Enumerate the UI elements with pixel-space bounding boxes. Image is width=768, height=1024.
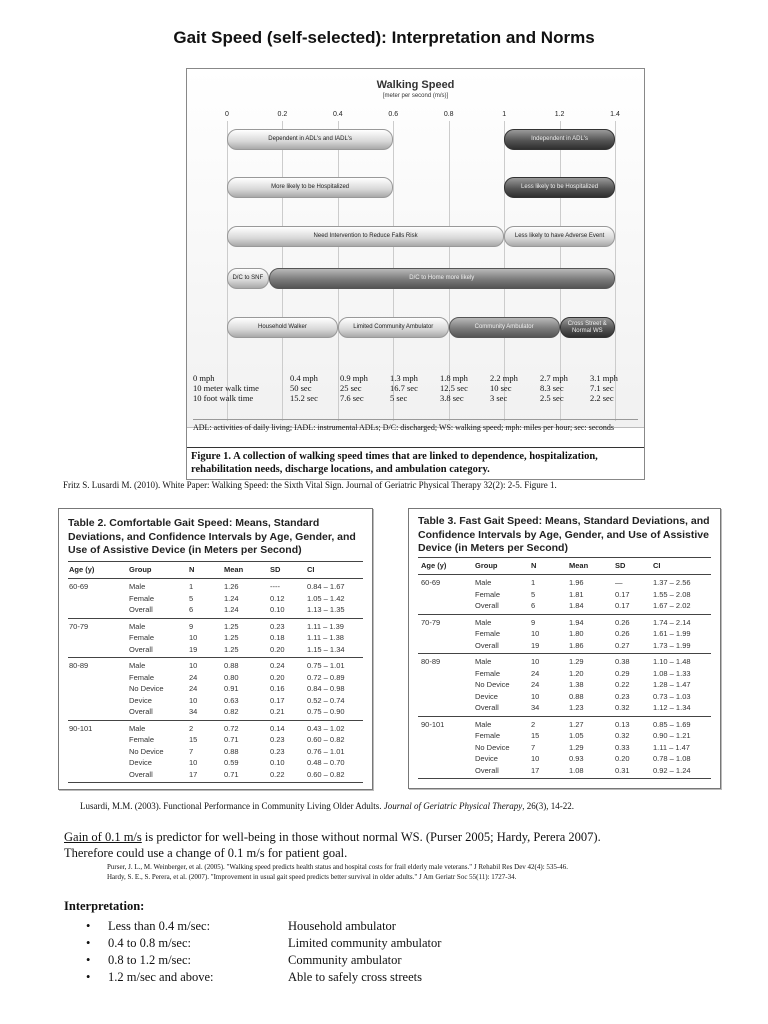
table-cell: 0.43 – 1.02 — [307, 723, 345, 733]
table-cell: 1 — [531, 578, 536, 587]
table-cell: Male — [129, 582, 146, 591]
column-header: N — [531, 561, 537, 570]
table-cell: 0.21 — [270, 707, 285, 716]
axis-tick-label: 0.8 — [443, 111, 454, 118]
table-cell: 0.60 – 0.82 — [307, 769, 345, 779]
table-cell: 0.10 — [270, 605, 285, 614]
speed-cell: 10 foot walk time — [193, 393, 254, 403]
table-cell: 1.94 — [569, 617, 584, 627]
chart-subtitle: [meter per second (m/s)] — [382, 93, 449, 99]
table-cell: 1.81 — [569, 589, 584, 599]
axis-tick-label: 0 — [225, 111, 229, 118]
table-cell: 34 — [531, 703, 540, 712]
table-cell: 0.32 — [615, 703, 630, 712]
table-cell: — — [615, 578, 623, 587]
table-cell: 17 — [531, 765, 540, 775]
table-cell: 19 — [189, 644, 198, 654]
table-cell: 0.26 — [615, 617, 630, 627]
table-cell: Male — [129, 621, 146, 631]
table-cell: 1.11 – 1.38 — [307, 633, 344, 642]
speed-cell: 15.2 sec — [290, 393, 318, 403]
table-cell: 10 — [531, 754, 540, 763]
table-cell: No Device — [475, 680, 510, 689]
table-cell: 1.80 — [569, 629, 584, 638]
table-cell: 0.23 — [270, 746, 285, 756]
table-cell: Female — [129, 735, 155, 744]
axis-tick-label: 0.6 — [388, 111, 399, 118]
table-cell: 1.25 — [224, 644, 239, 654]
table-cell: 0.80 — [224, 672, 239, 682]
table-cell: 0.31 — [615, 765, 630, 775]
chart-bar: D/C to Home more likely — [269, 268, 615, 289]
table-cell: 1 — [189, 582, 194, 591]
table-2-title: Table 2. Comfortable Gait Speed: Means, Standard Deviations, and Confidence Intervals by Age, Gender, and Use of Assistive Device (in Meters per Second) — [68, 517, 356, 556]
table-cell: Overall — [129, 644, 153, 654]
table-cell: 0.88 — [569, 691, 584, 701]
speed-cell: 10 sec — [490, 383, 512, 393]
age-group: 60-69 — [421, 578, 441, 587]
table-cell: 0.73 – 1.03 — [653, 691, 691, 701]
table-cell: No Device — [475, 742, 510, 752]
chart-title: Walking Speed — [376, 79, 455, 91]
interpretation-range: Less than 0.4 m/sec: — [108, 919, 211, 933]
age-group: 90-101 — [421, 719, 445, 729]
table-cell: 10 — [189, 695, 198, 705]
table-cell: 1.28 – 1.47 — [653, 680, 691, 689]
table-cell: 0.88 — [224, 661, 239, 670]
table-cell: 0.71 — [224, 735, 239, 744]
table-cell: 1.26 — [224, 582, 239, 591]
speed-cell: 12.5 sec — [440, 383, 468, 393]
figure-1 — [186, 68, 645, 480]
table-cell: 0.29 — [615, 668, 630, 678]
table-cell: 24 — [531, 680, 540, 689]
row-rule — [68, 657, 363, 658]
table-cell: Device — [129, 758, 152, 767]
bullet: • — [86, 919, 91, 933]
speed-cell: 0.9 mph — [340, 373, 368, 383]
chart-bar: Limited Community Ambulator — [338, 317, 449, 338]
table-cell: 0.71 — [224, 769, 239, 779]
table-cell: 9 — [189, 621, 194, 631]
table-cell: Device — [129, 695, 152, 705]
table-cell: 0.13 — [615, 719, 630, 729]
table-cell: 0.23 — [270, 621, 285, 631]
table-cell: Overall — [129, 605, 153, 614]
header-rule — [418, 557, 711, 558]
table-cell: 10 — [531, 657, 540, 666]
gain-statement — [64, 829, 601, 861]
interpretation-range: 0.4 to 0.8 m/sec: — [108, 936, 191, 950]
speed-row — [193, 383, 638, 393]
table-cell: 0.72 — [224, 723, 239, 733]
interpretation-heading: Interpretation: — [64, 899, 145, 913]
table-cell: 0.59 — [224, 758, 239, 767]
chart-bar: More likely to be Hospitalized — [227, 177, 393, 198]
table-cell: 1.67 – 2.02 — [653, 601, 691, 610]
table-cell: 0.18 — [270, 633, 285, 642]
table-cell: 7 — [189, 746, 194, 756]
table-cell: No Device — [129, 684, 164, 693]
table-cell: 1.11 – 1.39 — [307, 621, 344, 631]
column-header: SD — [615, 561, 626, 570]
interpretation-range: 0.8 to 1.2 m/sec: — [108, 953, 191, 967]
table-cell: 1.27 — [569, 719, 584, 729]
table-cell: 0.52 – 0.74 — [307, 695, 345, 705]
table-cell: 1.29 — [569, 742, 584, 752]
interpretation-meaning: Household ambulator — [288, 919, 396, 933]
chart-bar: Cross Street & Normal WS — [560, 317, 615, 338]
table-cell: 0.90 – 1.21 — [653, 731, 691, 740]
table-cell: 10 — [189, 758, 198, 767]
table-cell: 0.75 – 1.01 — [307, 661, 345, 670]
table-cell: 1.29 — [569, 657, 584, 666]
table-cell: Overall — [475, 640, 499, 650]
table-cell: 0.84 – 0.98 — [307, 684, 345, 693]
table-cell: 0.23 — [615, 691, 630, 701]
row-rule — [418, 716, 711, 717]
age-group: 80-89 — [421, 657, 441, 666]
column-header: SD — [270, 565, 281, 574]
table-cell: 10 — [531, 629, 540, 638]
table-cell: 5 — [531, 589, 536, 599]
table-cell: 17 — [189, 769, 198, 779]
table-source-citation — [80, 801, 574, 811]
table-cell: 1.05 — [569, 731, 584, 740]
speed-cell: 2.2 mph — [490, 373, 518, 383]
column-header: Group — [475, 561, 498, 570]
speed-cell: 16.7 sec — [390, 383, 418, 393]
table-cell: 0.92 – 1.24 — [653, 765, 691, 775]
row-rule — [418, 778, 711, 779]
column-header: Age (y) — [421, 561, 447, 570]
table-cell: 1.13 – 1.35 — [307, 605, 345, 614]
citation-authors: Lusardi, M.M. (2003). Functional Performance in Community Living Older Adults. — [80, 801, 382, 811]
table-cell: 0.10 — [270, 758, 285, 767]
gain-highlight: Gain of 0.1 m/s — [64, 830, 142, 844]
table-cell: 0.16 — [270, 684, 285, 693]
table-cell: 19 — [531, 640, 540, 650]
header-rule — [68, 578, 363, 579]
table-cell: 0.82 — [224, 707, 239, 716]
speed-cell: 1.3 mph — [390, 373, 418, 383]
table-cell: Male — [129, 661, 146, 670]
row-rule — [68, 618, 363, 619]
interpretation-meaning: Able to safely cross streets — [288, 970, 422, 984]
table-cell: 0.84 – 1.67 — [307, 582, 345, 591]
table-cell: 0.72 – 0.89 — [307, 672, 345, 682]
table-cell: 1.08 – 1.33 — [653, 668, 691, 678]
table-cell: Overall — [129, 769, 153, 779]
table-cell: 0.75 – 0.90 — [307, 707, 345, 716]
table-cell: 1.24 — [224, 593, 239, 603]
table-cell: 0.38 — [615, 657, 630, 666]
axis-tick-label: 0.2 — [277, 111, 288, 118]
row-rule — [418, 653, 711, 654]
speed-cell: 0 mph — [193, 373, 215, 383]
speed-cell: 3 sec — [490, 393, 508, 403]
table-cell: 1.24 — [224, 605, 239, 614]
table-cell: 0.76 – 1.01 — [307, 746, 345, 756]
table-cell: 10 — [531, 691, 540, 701]
table-cell: 1.15 – 1.34 — [307, 644, 345, 654]
figure-caption: Figure 1. A collection of walking speed times that are linked to dependence, hospitalization, rehabilitation needs, discharge locations, and ambulation category. — [187, 447, 644, 479]
bullet: • — [86, 953, 91, 967]
chart-bar: Dependent in ADL's and IADL's — [227, 129, 393, 150]
table-cell: 0.20 — [270, 644, 285, 654]
table-cell: 0.12 — [270, 593, 285, 603]
table-cell: Female — [129, 672, 155, 682]
table-cell: Female — [475, 629, 501, 638]
table-cell: 0.26 — [615, 629, 630, 638]
axis-tick-label: 1.2 — [554, 111, 565, 118]
interpretation-meaning: Community ambulator — [288, 953, 402, 967]
table-cell: 10 — [189, 633, 198, 642]
table-cell: Female — [475, 731, 501, 740]
age-group: 70-79 — [69, 621, 89, 631]
speed-cell: 0.4 mph — [290, 373, 318, 383]
references — [107, 862, 568, 882]
speed-cell: 3.1 mph — [590, 373, 618, 383]
row-rule — [68, 720, 363, 721]
header-rule — [418, 574, 711, 575]
gain-goal: Therefore could use a change of 0.1 m/s for patient goal. — [64, 846, 348, 860]
table-cell: Male — [475, 578, 492, 587]
table-cell: 0.91 — [224, 684, 239, 693]
reference-item: Hardy, S. E., S. Perera, et al. (2007). "Improvement in usual gait speed predicts better survival in older adults." J Am Geriatr Soc 55(11): 1727-34. — [107, 873, 517, 881]
table-cell: 0.85 – 1.69 — [653, 719, 691, 729]
table-cell: 1.74 – 2.14 — [653, 617, 691, 627]
column-header: N — [189, 565, 195, 574]
speed-conversion-table — [193, 373, 638, 403]
bullet: • — [86, 970, 91, 984]
table-cell: 1.25 — [224, 633, 239, 642]
table-cell: 1.84 — [569, 601, 584, 610]
chart-bar: D/C to SNF — [227, 268, 269, 289]
reference-item: Purser, J. L., M. Weinberger, et al. (2005). "Walking speed predicts health status and hospital costs for frail elderly male veterans." J Rehabil Res Dev 42(4): 535-46. — [107, 863, 568, 871]
header-rule — [68, 561, 363, 562]
table-cell: 15 — [189, 735, 198, 744]
axis-tick-label: 1 — [502, 111, 507, 118]
chart-bar: Less likely to be Hospitalized — [504, 177, 615, 198]
age-group: 60-69 — [69, 582, 89, 591]
table-cell: 0.93 — [569, 754, 584, 763]
table-cell: 1.10 – 1.48 — [653, 657, 691, 666]
table-cell: 1.96 — [569, 578, 584, 587]
table-cell: Male — [475, 657, 492, 666]
table-cell: 0.48 – 0.70 — [307, 758, 345, 767]
table-cell: 6 — [531, 601, 536, 610]
table-cell: 1.55 – 2.08 — [653, 589, 691, 599]
table-cell: Female — [475, 668, 501, 678]
speed-cell: 2.7 mph — [540, 373, 568, 383]
age-group: 90-101 — [69, 723, 93, 733]
table-cell: 0.23 — [270, 735, 285, 744]
citation-volume: , 26(3), 14-22. — [522, 801, 574, 811]
speed-row — [193, 393, 638, 403]
table-cell: 1.05 – 1.42 — [307, 593, 345, 603]
table-cell: 9 — [531, 617, 536, 627]
table-cell: 1.08 — [569, 765, 584, 775]
speed-cell: 2.2 sec — [590, 393, 614, 403]
table-3-title: Table 3. Fast Gait Speed: Means, Standard Deviations, and Confidence Intervals by Age, Gender, and Use of Assistive Device (in Meters per Second) — [418, 515, 710, 554]
speed-cell: 7.1 sec — [590, 383, 614, 393]
table-cell: 7 — [531, 742, 536, 752]
speed-cell: 7.6 sec — [340, 393, 364, 403]
table-cell: 10 — [189, 661, 198, 670]
row-rule — [418, 614, 711, 615]
table-cell: 24 — [189, 684, 198, 693]
column-header: Group — [129, 565, 152, 574]
table-cell: 15 — [531, 731, 540, 740]
table-cell: 2 — [531, 719, 536, 729]
table-2 — [58, 508, 373, 790]
table-cell: 1.12 – 1.34 — [653, 703, 691, 712]
interpretation-meaning: Limited community ambulator — [288, 936, 442, 950]
speed-cell: 2.5 sec — [540, 393, 564, 403]
table-cell: Overall — [475, 601, 499, 610]
table-cell: 0.78 – 1.08 — [653, 754, 691, 763]
table-cell: 6 — [189, 605, 194, 614]
table-cell: 1.38 — [569, 680, 584, 689]
table-cell: 0.60 – 0.82 — [307, 735, 345, 744]
table-cell: 24 — [531, 668, 540, 678]
table-cell: 1.86 — [569, 640, 584, 650]
table-cell: ---- — [270, 582, 280, 591]
speed-cell: 3.8 sec — [440, 393, 464, 403]
table-cell: Female — [129, 593, 155, 603]
table-cell: 1.11 – 1.47 — [653, 742, 690, 752]
table-cell: Male — [129, 723, 146, 733]
speed-cell: 1.8 mph — [440, 373, 468, 383]
row-rule — [68, 782, 363, 783]
speed-cell: 50 sec — [290, 383, 312, 393]
speed-cell: 25 sec — [340, 383, 362, 393]
table-cell: Female — [129, 633, 155, 642]
table-cell: 2 — [189, 723, 194, 733]
table-cell: 0.27 — [615, 640, 630, 650]
table-cell: Overall — [129, 707, 153, 716]
axis-tick-label: 0.4 — [332, 111, 343, 118]
table-cell: 0.88 — [224, 746, 239, 756]
table-cell: Male — [475, 617, 492, 627]
table-cell: 0.20 — [615, 754, 630, 763]
chart-bar: Household Walker — [227, 317, 338, 338]
table-cell: 1.20 — [569, 668, 584, 678]
table-cell: 0.17 — [615, 601, 630, 610]
table-cell: 0.24 — [270, 661, 285, 670]
interpretation-range: 1.2 m/sec and above: — [108, 970, 214, 984]
column-header: Age (y) — [69, 565, 95, 574]
table-cell: 0.20 — [270, 672, 285, 682]
table-cell: 1.37 – 2.56 — [653, 578, 691, 587]
table-cell: 1.25 — [224, 621, 239, 631]
table-cell: 0.17 — [270, 695, 285, 705]
table-cell: 1.61 – 1.99 — [653, 629, 691, 638]
chart-bar: Need Intervention to Reduce Falls Risk — [227, 226, 504, 247]
table-cell: Male — [475, 719, 492, 729]
bullet: • — [86, 936, 91, 950]
page-title: Gait Speed (self-selected): Interpretation and Norms — [173, 28, 595, 47]
age-group: 70-79 — [421, 617, 441, 627]
table-cell: 0.32 — [615, 731, 630, 740]
table-cell: Overall — [475, 703, 499, 712]
axis-tick-label: 1.4 — [610, 111, 620, 118]
table-cell: 1.73 – 1.99 — [653, 640, 691, 650]
table-cell: 0.22 — [615, 680, 630, 689]
speed-cell: 10 meter walk time — [193, 383, 259, 393]
chart-bar: Less likely to have Adverse Event — [504, 226, 615, 247]
table-3 — [408, 508, 721, 789]
table-cell: Overall — [475, 765, 499, 775]
speed-cell: 8.3 sec — [540, 383, 564, 393]
table-cell: Device — [475, 754, 498, 763]
table-cell: 5 — [189, 593, 194, 603]
table-cell: 0.33 — [615, 742, 630, 752]
speed-row — [193, 373, 638, 383]
gain-text: is predictor for well-being in those without normal WS. (Purser 2005; Hardy, Perera 2007). — [141, 830, 601, 844]
table-cell: 0.17 — [615, 589, 630, 599]
age-group: 80-89 — [69, 661, 89, 670]
table-cell: 24 — [189, 672, 198, 682]
citation-journal: Journal of Geriatric Physical Therapy — [383, 801, 523, 811]
table-cell: Device — [475, 691, 498, 701]
table-cell: 0.14 — [270, 723, 285, 733]
column-header: CI — [307, 565, 315, 574]
column-header: CI — [653, 561, 661, 570]
chart-bar: Community Ambulator — [449, 317, 560, 338]
figure-source-citation: Fritz S. Lusardi M. (2010). White Paper: Walking Speed: the Sixth Vital Sign. Journal of Geriatric Physical Therapy 32(2): 2-5. Figure 1. — [63, 480, 557, 490]
chart-bar: Independent in ADL's — [504, 129, 615, 150]
column-header: Mean — [224, 565, 244, 574]
column-header: Mean — [569, 561, 589, 570]
speed-cell: 5 sec — [390, 393, 408, 403]
table-cell: 1.23 — [569, 703, 584, 712]
table-cell: 0.22 — [270, 769, 285, 779]
table-cell: Female — [475, 589, 501, 599]
table-cell: No Device — [129, 746, 164, 756]
table-cell: 0.63 — [224, 695, 239, 705]
table-cell: 34 — [189, 707, 198, 716]
figure-abbreviations: ADL: activities of daily living; IADL: instrumental ADLs; D/C: discharged; WS: walking speed; mph: miles per hour; sec: seconds — [193, 419, 638, 433]
